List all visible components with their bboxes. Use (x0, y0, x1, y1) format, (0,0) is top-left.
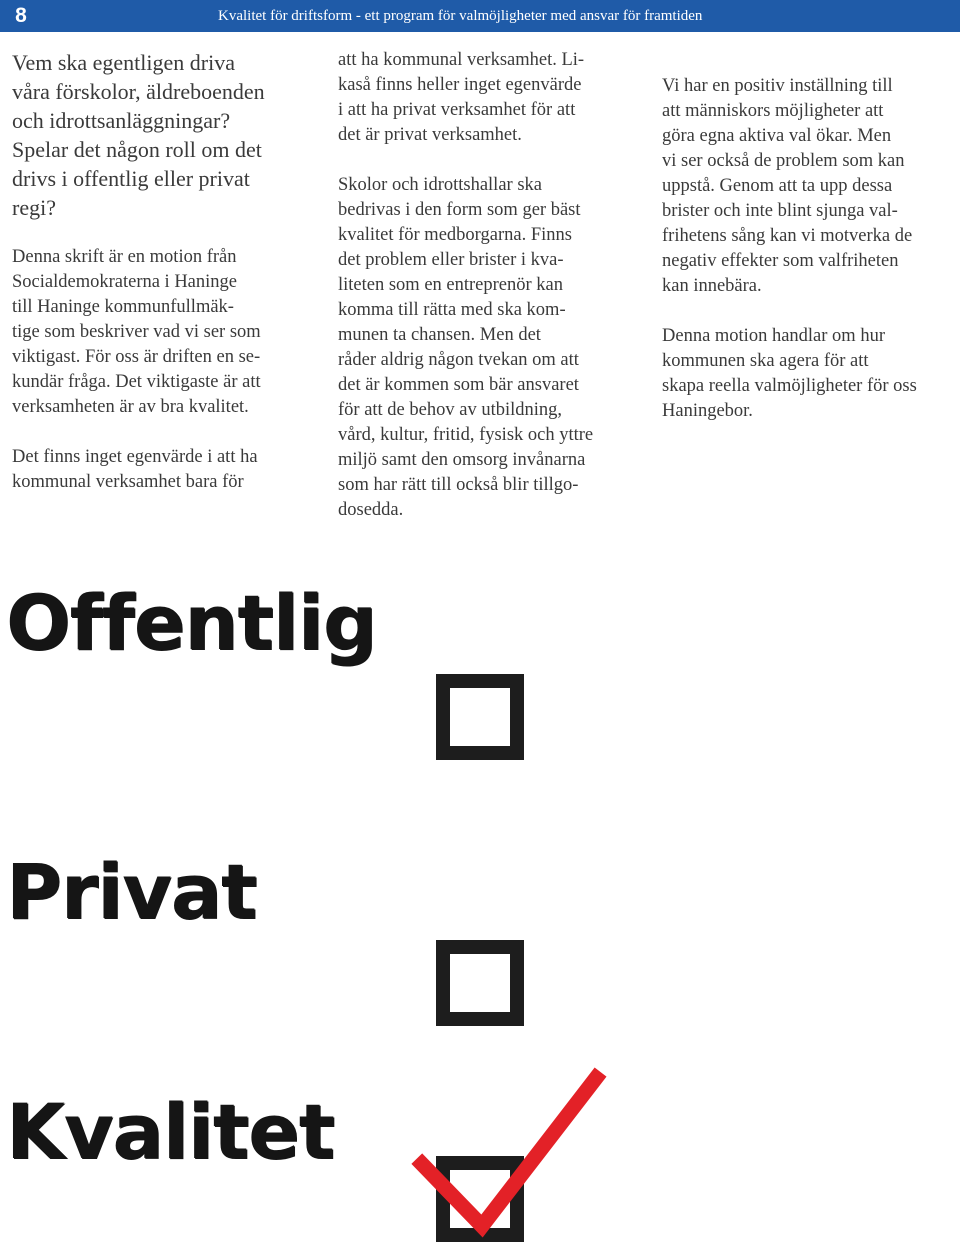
text-line: vård, kultur, fritid, fysisk och yttre (338, 425, 594, 445)
text-line: verksamheten är av bra kvalitet. (12, 397, 249, 417)
paragraph (338, 48, 638, 148)
text-line: brister och inte blint sjunga val- (662, 201, 898, 221)
text-line: kommunal verksamhet bara för (12, 472, 244, 492)
text-line: som har rätt till också blir tillgo- (338, 475, 579, 495)
text-line: Denna skrift är en motion från (12, 247, 237, 267)
text-line: det är privat verksamhet. (338, 125, 522, 145)
paragraph (662, 324, 958, 424)
text-line: i att ha privat verksamhet för att (338, 100, 576, 120)
text-line: tige som beskriver vad vi ser som (12, 322, 261, 342)
text-line: viktigast. För oss är driften en se- (12, 347, 261, 367)
page-number: 8 (15, 4, 27, 27)
text-line: negativ effekter som valfriheten (662, 251, 899, 271)
header-title: Kvalitet för driftsform - ett program för valmöjligheter med ansvar för framtiden (218, 8, 703, 24)
text-line: komma till rätta med ska kom- (338, 300, 566, 320)
option-label-kvalitet: Kvalitet (6, 1087, 335, 1176)
text-line: kaså finns heller inget egenvärde (338, 75, 582, 95)
text-column-1 (12, 48, 330, 495)
text-line: miljö samt den omsorg invånarna (338, 450, 586, 470)
text-line: Vem ska egentligen driva (12, 50, 235, 75)
text-line: göra egna aktiva val ökar. Men (662, 126, 892, 146)
text-line: uppstå. Genom att ta upp dessa (662, 176, 893, 196)
text-line: Skolor och idrottshallar ska (338, 175, 542, 195)
paragraph (12, 245, 330, 420)
checkbox-privat[interactable] (436, 940, 524, 1026)
text-line: Socialdemokraterna i Haninge (12, 272, 237, 292)
intro-question (12, 48, 330, 222)
text-line: regi? (12, 195, 56, 220)
checkmark-icon (400, 1060, 640, 1245)
text-line: det är kommen som bär ansvaret (338, 375, 579, 395)
paragraph (338, 173, 638, 523)
option-label-offentlig: Offentlig (6, 578, 377, 667)
text-column-2 (338, 48, 638, 523)
text-line: till Haninge kommunfullmäk- (12, 297, 234, 317)
checkbox-offentlig[interactable] (436, 674, 524, 760)
paragraph (662, 74, 958, 299)
header-bar (0, 0, 960, 32)
text-column-3 (662, 74, 958, 424)
text-line: våra förskolor, äldreboenden (12, 79, 265, 104)
paragraph (12, 445, 330, 495)
text-line: vi ser också de problem som kan (662, 151, 905, 171)
text-line: kan innebära. (662, 276, 762, 296)
text-line: drivs i offentlig eller privat (12, 166, 250, 191)
text-line: frihetens sång kan vi motverka de (662, 226, 913, 246)
text-line: Denna motion handlar om hur (662, 326, 885, 346)
text-line: Vi har en positiv inställning till (662, 76, 893, 96)
text-line: munen ta chansen. Men det (338, 325, 541, 345)
text-line: att människors möjligheter att (662, 101, 884, 121)
text-line: och idrottsanläggningar? (12, 108, 231, 133)
text-line: för att de behov av utbildning, (338, 400, 563, 420)
text-line: Spelar det någon roll om det (12, 137, 262, 162)
text-line: skapa reella valmöjligheter för oss (662, 376, 917, 396)
text-line: Haningebor. (662, 401, 753, 421)
text-line: Det finns inget egenvärde i att ha (12, 447, 258, 467)
text-line: det problem eller brister i kva- (338, 250, 564, 270)
option-label-privat: Privat (6, 847, 257, 936)
text-line: kommunen ska agera för att (662, 351, 869, 371)
text-line: råder aldrig någon tvekan om att (338, 350, 579, 370)
text-line: liteten som en entreprenör kan (338, 275, 563, 295)
text-line: dosedda. (338, 500, 404, 520)
text-line: kvalitet för medborgarna. Finns (338, 225, 572, 245)
text-line: bedrivas i den form som ger bäst (338, 200, 581, 220)
text-line: kundär fråga. Det viktigaste är att (12, 372, 261, 392)
text-line: att ha kommunal verksamhet. Li- (338, 50, 585, 70)
checkmark-stroke (422, 1078, 596, 1226)
